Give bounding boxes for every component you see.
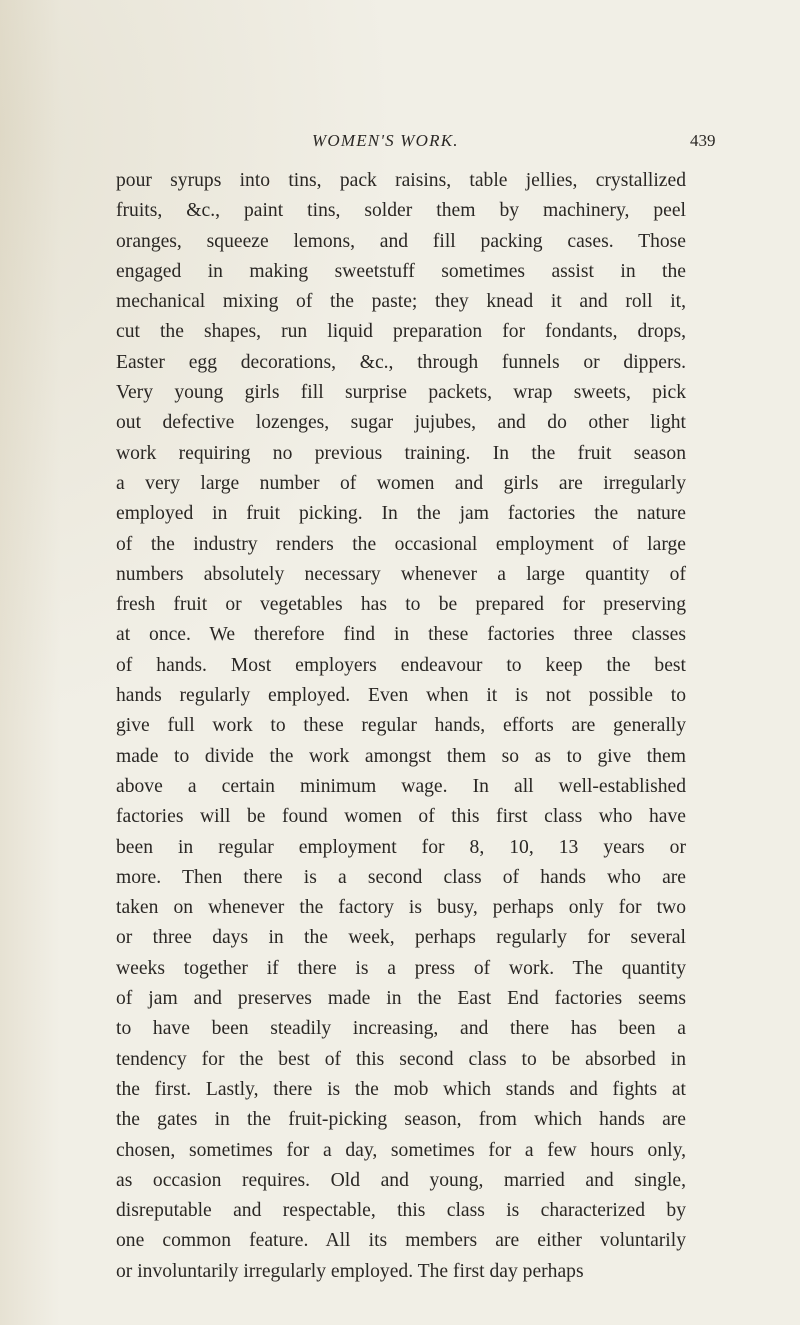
text-line: or three days in the week, perhaps regularly for several [116, 927, 686, 949]
text-line: hands regularly employed. Even when it is not possible to [116, 685, 686, 707]
text-line: work requiring no previous training. In the fruit season [116, 442, 686, 464]
text-line: a very large number of women and girls are irregularly [116, 472, 686, 494]
text-line: employed in fruit picking. In the jam factories the nature [116, 503, 686, 525]
text-line: above a certain minimum wage. In all well-established [116, 775, 686, 797]
text-line: to have been steadily increasing, and there has been a [116, 1018, 686, 1040]
body-text [116, 166, 686, 1287]
text-line: pour syrups into tins, pack raisins, table jellies, crystallized [116, 170, 686, 191]
text-line: engaged in making sweetstuff sometimes assist in the [116, 260, 686, 282]
text-line: or involuntarily irregularly employed. The first day perhaps [116, 1260, 584, 1282]
text-line: weeks together if there is a press of work. The quantity [116, 957, 686, 979]
page-number: 439 [690, 131, 716, 150]
text-line: disreputable and respectable, this class is characterized by [116, 1200, 686, 1222]
text-line: the gates in the fruit-picking season, from which hands are [116, 1109, 686, 1131]
text-line: chosen, sometimes for a day, sometimes for a few hours only, [116, 1139, 686, 1161]
text-line: Easter egg decorations, &c., through funnels or dippers. [116, 351, 686, 373]
text-line: of the industry renders the occasional employment of large [116, 533, 686, 555]
text-line: made to divide the work amongst them so as to give them [116, 745, 686, 767]
text-line: oranges, squeeze lemons, and fill packing cases. Those [116, 230, 686, 252]
text-line: give full work to these regular hands, efforts are generally [116, 715, 686, 737]
text-line: factories will be found women of this first class who have [116, 806, 686, 828]
text-line: mechanical mixing of the paste; they knead it and roll it, [116, 291, 686, 313]
text-line: out defective lozenges, sugar jujubes, and do other light [116, 412, 686, 434]
text-line: as occasion requires. Old and young, married and single, [116, 1169, 686, 1191]
text-line: fruits, &c., paint tins, solder them by machinery, peel [116, 200, 686, 222]
running-title: WOMEN'S WORK. [312, 131, 459, 150]
text-line: been in regular employment for 8, 10, 13 years or [116, 836, 686, 858]
text-line: cut the shapes, run liquid preparation for fondants, drops, [116, 321, 686, 343]
text-line: fresh fruit or vegetables has to be prepared for preserving [116, 594, 686, 616]
text-line: the first. Lastly, there is the mob which stands and fights at [116, 1078, 686, 1100]
text-line: numbers absolutely necessary whenever a large quantity of [116, 563, 686, 585]
text-line: one common feature. All its members are either voluntarily [116, 1230, 686, 1252]
text-line: of hands. Most employers endeavour to keep the best [116, 654, 686, 676]
running-head [0, 131, 800, 157]
text-line: tendency for the best of this second class to be absorbed in [116, 1048, 686, 1070]
text-line: at once. We therefore find in these factories three classes [116, 624, 686, 646]
text-line: of jam and preserves made in the East End factories seems [116, 988, 686, 1010]
text-line: more. Then there is a second class of hands who are [116, 866, 686, 888]
text-line: taken on whenever the factory is busy, perhaps only for two [116, 897, 686, 919]
text-line: Very young girls fill surprise packets, wrap sweets, pick [116, 382, 686, 404]
